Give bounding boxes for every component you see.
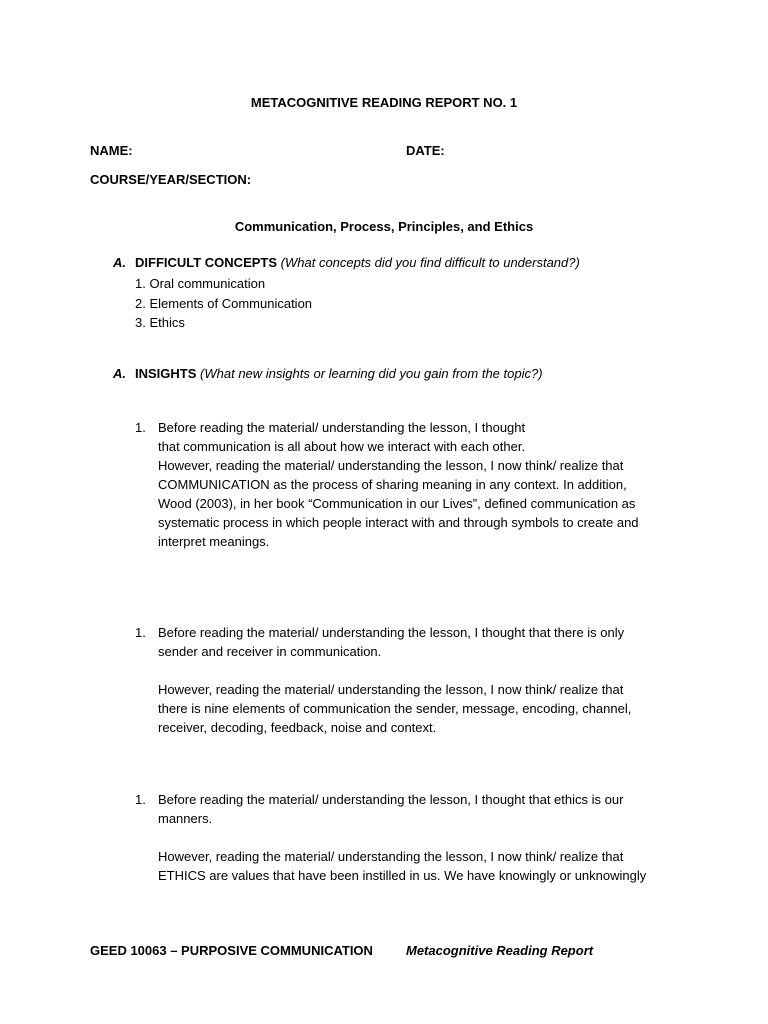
insight-2-before [158,623,624,661]
text-line: receiver, decoding, feedback, noise and context. [158,720,437,735]
text-line: However, reading the material/ understanding the lesson, I now think/ realize that [158,682,624,697]
footer-course: GEED 10063 – PURPOSIVE COMMUNICATION [90,943,373,958]
text-line: Before reading the material/ understanding the lesson, I thought that ethics is our [158,792,624,807]
insight-1-after [158,456,639,551]
text-line: However, reading the material/ understanding the lesson, I now think/ realize that [158,458,624,473]
section-b-prompt: (What new insights or learning did you gain from the topic?) [200,366,543,381]
text-line: Wood (2003), in her book “Communication in our Lives”, defined communication as [158,496,636,511]
text-line: However, reading the material/ understanding the lesson, I now think/ realize that [158,849,624,864]
text-line: Before reading the material/ understanding the lesson, I thought that there is only [158,625,625,640]
text-line: manners. [158,811,213,826]
text-line: sender and receiver in communication. [158,644,382,659]
list-item: 3. Ethics [135,315,185,330]
insight-3-number: 1. [135,792,146,807]
course-year-section-label: COURSE/YEAR/SECTION: [90,172,252,187]
section-b-letter: A. [113,366,126,381]
section-b-heading: INSIGHTS [135,366,197,381]
section-a-prompt: (What concepts did you find difficult to understand?) [280,255,580,270]
text-line: ETHICS are values that have been instilled in us. We have knowingly or unknowingly [158,868,647,883]
insight-1-number: 1. [135,420,146,435]
section-a-letter: A. [113,255,126,270]
text-line: COMMUNICATION as the process of sharing meaning in any context. In addition, [158,477,627,492]
text-line: systematic process in which people interact with and through symbols to create and [158,515,639,530]
insight-3-after [158,847,646,885]
text-line: there is nine elements of communication the sender, message, encoding, channel, [158,701,632,716]
date-label: DATE: [406,143,445,158]
section-a-heading: DIFFICULT CONCEPTS [135,255,278,270]
insight-1-before [158,418,525,456]
list-item: 1. Oral communication [135,276,266,291]
name-label: NAME: [90,143,133,158]
text-line: interpret meanings. [158,534,270,549]
text-line: that communication is all about how we interact with each other. [158,439,526,454]
difficult-concepts-list [135,274,312,333]
section-b-heading-line [135,366,543,381]
insight-2-after [158,680,631,737]
page-title: METACOGNITIVE READING REPORT NO. 1 [250,95,518,110]
text-line: Before reading the material/ understanding the lesson, I thought [158,420,526,435]
topic-title: Communication, Process, Principles, and Ethics [234,219,534,234]
insight-3-before [158,790,623,828]
insight-2-number: 1. [135,625,146,640]
footer-report-title: Metacognitive Reading Report [406,943,594,958]
list-item: 2. Elements of Communication [135,295,313,311]
section-a-heading-line [135,255,580,270]
